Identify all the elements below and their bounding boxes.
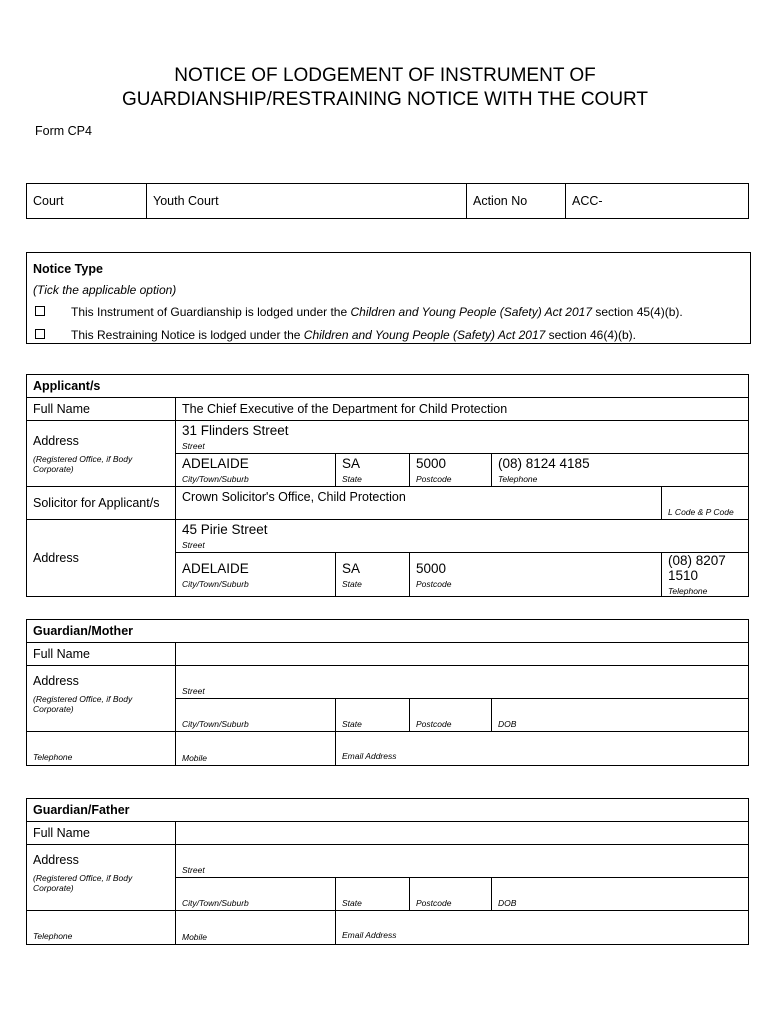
notice-type-instruction: (Tick the applicable option) xyxy=(33,283,177,297)
father-state-cell[interactable] xyxy=(336,878,410,911)
mother-address-note: (Registered Office, if Body Corporate) xyxy=(33,694,133,714)
mother-city-cell[interactable] xyxy=(176,699,336,732)
applicant-table xyxy=(26,374,749,597)
father-address-note: (Registered Office, if Body Corporate) xyxy=(33,873,133,893)
applicant-telephone-label: Telephone xyxy=(498,474,538,484)
option2-act: Children and Young People (Safety) Act 2017 xyxy=(303,328,546,342)
applicant-city-label: City/Town/Suburb xyxy=(182,474,249,484)
solicitor-value[interactable]: Crown Solicitor's Office, Child Protection xyxy=(176,487,662,520)
applicant-state-cell[interactable] xyxy=(336,454,410,487)
solicitor-state-value: SA xyxy=(342,560,361,576)
solicitor-street-label: Street xyxy=(182,540,205,550)
guardian-father-table xyxy=(26,798,749,945)
applicant-street-value: 31 Flinders Street xyxy=(182,423,289,438)
father-full-name-label: Full Name xyxy=(27,822,176,845)
notice-type-heading: Notice Type xyxy=(33,262,103,276)
solicitor-state-cell[interactable] xyxy=(336,553,410,597)
mother-full-name-value[interactable] xyxy=(176,643,749,666)
father-street-cell[interactable] xyxy=(176,845,749,878)
option1-text-before: This Instrument of Guardianship is lodged under the xyxy=(71,305,351,319)
applicant-postcode-cell[interactable] xyxy=(410,454,492,487)
father-telephone-cell[interactable] xyxy=(27,911,176,945)
option2-text-after: section 46(4)(b). xyxy=(545,328,636,342)
solicitor-city-label: City/Town/Suburb xyxy=(182,578,249,589)
solicitor-postcode-value: 5000 xyxy=(416,560,447,576)
solicitor-city-value: ADELAIDE xyxy=(182,560,249,576)
father-full-name-value[interactable] xyxy=(176,822,749,845)
mother-email-cell[interactable] xyxy=(336,732,749,766)
solicitor-telephone-value: (08) 8207 1510 xyxy=(668,553,726,583)
mother-heading: Guardian/Mother xyxy=(27,620,749,643)
father-address-label: Address xyxy=(33,853,79,867)
father-postcode-label: Postcode xyxy=(416,898,452,908)
mother-telephone-cell[interactable] xyxy=(27,732,176,766)
option2-text-before: This Restraining Notice is lodged under the xyxy=(71,328,304,342)
father-email-cell[interactable] xyxy=(336,911,749,945)
mother-full-name-label: Full Name xyxy=(27,643,176,666)
applicant-address-label: Address xyxy=(33,433,79,448)
father-city-label: City/Town/Suburb xyxy=(182,898,249,908)
mother-email-label: Email Address xyxy=(342,751,397,761)
notice-option-restraining[interactable] xyxy=(35,328,636,342)
mother-postcode-label: Postcode xyxy=(416,719,452,729)
form-number: Form CP4 xyxy=(35,124,92,138)
applicant-full-name-label: Full Name xyxy=(27,398,176,421)
mother-state-label: State xyxy=(342,719,362,729)
father-mobile-cell[interactable] xyxy=(176,911,336,945)
action-no-value[interactable]: ACC- xyxy=(566,184,749,219)
mother-mobile-label: Mobile xyxy=(182,753,208,763)
father-postcode-cell[interactable] xyxy=(410,878,492,911)
father-mobile-label: Mobile xyxy=(182,932,208,942)
checkbox-restraining[interactable] xyxy=(35,329,45,339)
applicant-state-value: SA xyxy=(342,456,361,471)
court-label: Court xyxy=(27,184,147,219)
solicitor-postcode-label: Postcode xyxy=(416,578,452,589)
court-table xyxy=(26,183,749,219)
guardian-mother-table xyxy=(26,619,749,766)
option1-act: Children and Young People (Safety) Act 2017 xyxy=(350,305,592,319)
mother-street-label: Street xyxy=(182,686,205,696)
mother-address-cell xyxy=(27,666,176,732)
action-no-label: Action No xyxy=(467,184,566,219)
notice-option-guardianship[interactable] xyxy=(35,305,683,319)
mother-mobile-cell[interactable] xyxy=(176,732,336,766)
solicitor-telephone-cell[interactable] xyxy=(662,553,749,597)
court-value[interactable]: Youth Court xyxy=(147,184,467,219)
solicitor-street-value: 45 Pirie Street xyxy=(182,522,268,537)
solicitor-telephone-label: Telephone xyxy=(668,586,708,596)
father-telephone-label: Telephone xyxy=(33,931,73,941)
mother-address-label: Address xyxy=(33,674,79,688)
solicitor-postcode-cell[interactable] xyxy=(410,553,662,597)
applicant-state-label: State xyxy=(342,474,362,484)
father-heading: Guardian/Father xyxy=(27,799,749,822)
mother-telephone-label: Telephone xyxy=(33,752,73,762)
mother-dob-label: DOB xyxy=(498,719,517,729)
applicant-telephone-value: (08) 8124 4185 xyxy=(498,456,590,471)
applicant-street-cell[interactable] xyxy=(176,421,749,454)
solicitor-address-label: Address xyxy=(27,520,176,597)
applicant-postcode-value: 5000 xyxy=(416,456,447,471)
father-state-label: State xyxy=(342,898,362,908)
applicant-heading: Applicant/s xyxy=(27,375,749,398)
applicant-postcode-label: Postcode xyxy=(416,474,452,484)
solicitor-street-cell[interactable] xyxy=(176,520,749,553)
lcode-label: L Code & P Code xyxy=(668,507,734,517)
father-dob-label: DOB xyxy=(498,898,517,908)
checkbox-guardianship[interactable] xyxy=(35,306,45,316)
solicitor-label: Solicitor for Applicant/s xyxy=(27,487,176,520)
lcode-cell[interactable] xyxy=(662,487,749,520)
father-street-label: Street xyxy=(182,865,205,875)
father-city-cell[interactable] xyxy=(176,878,336,911)
mother-street-cell[interactable] xyxy=(176,666,749,699)
mother-city-label: City/Town/Suburb xyxy=(182,719,249,729)
option1-text-after: section 45(4)(b). xyxy=(592,305,683,319)
applicant-address-note: (Registered Office, if Body Corporate) xyxy=(33,453,133,474)
page-title xyxy=(0,64,770,112)
mother-state-cell[interactable] xyxy=(336,699,410,732)
father-email-label: Email Address xyxy=(342,930,397,940)
mother-postcode-cell[interactable] xyxy=(410,699,492,732)
applicant-address-cell xyxy=(27,421,176,487)
applicant-city-value: ADELAIDE xyxy=(182,456,249,471)
applicant-city-cell[interactable] xyxy=(176,454,336,487)
title-line-1: NOTICE OF LODGEMENT OF INSTRUMENT OF xyxy=(174,65,596,86)
mother-dob-cell[interactable] xyxy=(492,699,749,732)
solicitor-state-label: State xyxy=(342,578,362,589)
father-dob-cell[interactable] xyxy=(492,878,749,911)
father-address-cell xyxy=(27,845,176,911)
title-line-2: GUARDIANSHIP/RESTRAINING NOTICE WITH THE COURT xyxy=(121,89,649,110)
applicant-telephone-cell[interactable] xyxy=(492,454,749,487)
solicitor-city-cell[interactable] xyxy=(176,553,336,597)
applicant-full-name-value[interactable]: The Chief Executive of the Department for Child Protection xyxy=(176,398,749,421)
applicant-street-label: Street xyxy=(182,441,205,451)
